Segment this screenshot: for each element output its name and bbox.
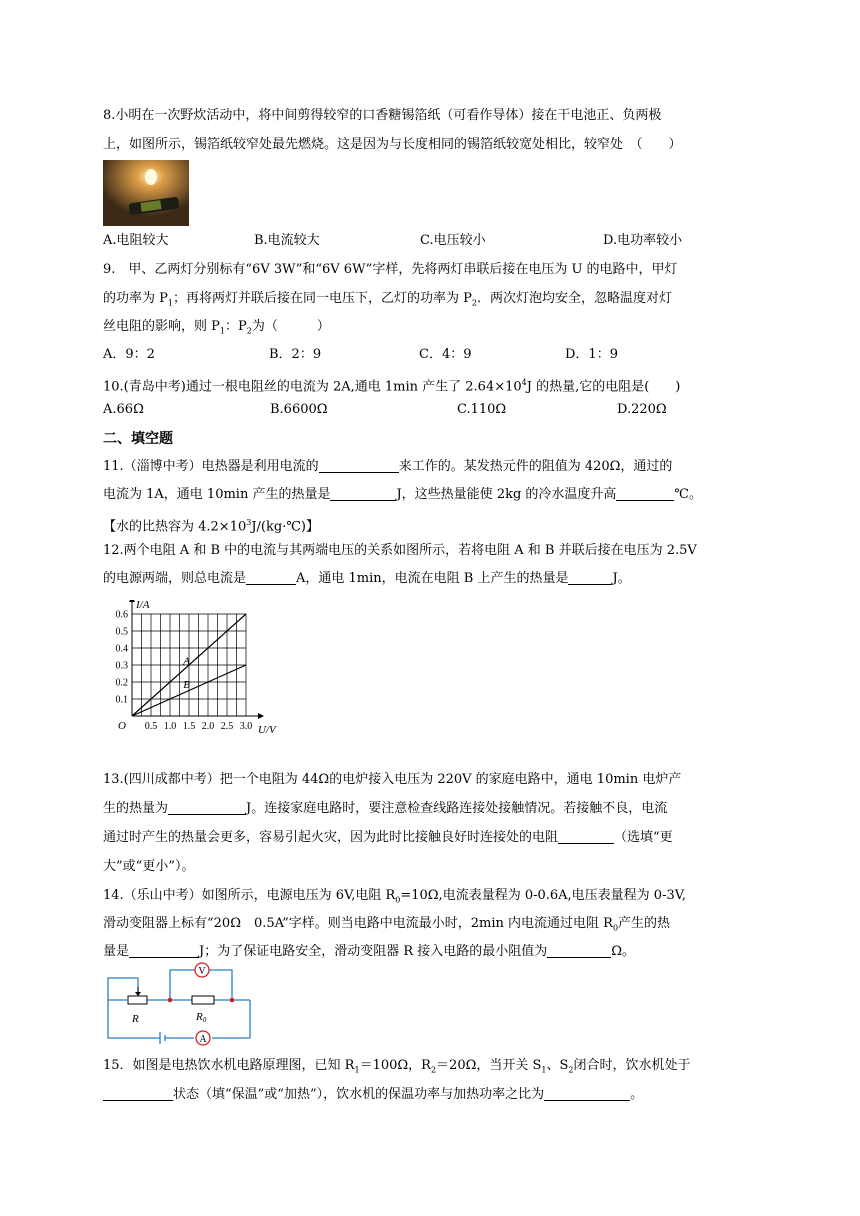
q9-option-b: B．2：9 xyxy=(269,347,322,362)
y-tick-label: 0.6 xyxy=(115,609,128,621)
q13-line-1: 13.(四川成都中考）把一个电阻为 44Ω的电炉接入电压为 220V 的家庭电路中，通电 10min 电炉产 xyxy=(103,772,682,787)
y-axis-label: I/A xyxy=(136,600,150,611)
answer-blank[interactable] xyxy=(246,570,296,585)
q12-line-2: 的电源两端，则总电流是 A，通电 1min，电流在电阻 B 上产生的热量是 J。 xyxy=(103,571,631,586)
answer-blank[interactable] xyxy=(544,1086,630,1101)
ammeter-label: A xyxy=(199,1034,207,1045)
q9-option-a: A．9：2 xyxy=(103,347,155,362)
q14-line-3: 量是 J；为了保证电路安全，滑动变阻器 R 接入电路的最小阻值为 Ω。 xyxy=(103,944,636,959)
answer-blank[interactable] xyxy=(129,943,199,958)
answer-blank[interactable] xyxy=(616,486,674,501)
q10-option-c: C.110Ω xyxy=(457,402,507,417)
q8-line-2: 上，如图所示，锡箔纸较窄处最先燃烧。这是因为与长度相同的锡箔纸较宽处相比，较窄处 （ ） xyxy=(103,137,682,152)
x-tick-label: 3.0 xyxy=(239,721,253,732)
q8-option-b: B.电流较大 xyxy=(254,233,320,248)
q13-line-2: 生的热量为 J。连接家庭电路时，要注意检查线路连接处接触情况。若接触不良，电流 xyxy=(103,801,668,816)
q9-line-2: 的功率为 $P_1$；再将两灯并联后接在同一电压下，乙灯的功率为 $P_2$．两次灯泡均安全，忽略温度对灯 xyxy=(103,291,672,308)
q10-option-a: A.66Ω xyxy=(103,402,144,417)
circuit-diagram xyxy=(100,958,260,1050)
q11-line-3: 【水的比热容为 $4.2\times 10^3J/(kg\cdot℃)$】 xyxy=(103,518,319,535)
x-axis-label: U/V xyxy=(258,724,276,736)
q9-line-1: 9. 甲、乙两灯分别标有“6V 3W”和“6V 6W”字样，先将两灯串联后接在电压为 U 的电路中，甲灯 xyxy=(103,262,678,277)
q9-option-d: D．1：9 xyxy=(565,347,618,362)
q13-line-3: 通过时产生的热量会更多，容易引起火灾，因为此时比接触良好时连接处的电阻 （选填“更 xyxy=(103,830,673,845)
answer-blank[interactable] xyxy=(547,943,611,958)
answer-blank[interactable] xyxy=(330,486,396,501)
tinfoil-battery-photo xyxy=(103,160,189,226)
section-heading-fill-in: 二、填空题 xyxy=(103,431,173,447)
q10-option-b: B.6600Ω xyxy=(270,402,328,417)
answer-blank[interactable] xyxy=(103,1086,173,1101)
y-tick-label: 0.2 xyxy=(115,677,128,689)
y-tick-label: 0.3 xyxy=(115,660,128,672)
rheostat-label: R xyxy=(132,1013,139,1025)
q10-line-1: 10.(青岛中考)通过一根电阻丝的电流为 2A,通电 1min 产生了 $2.64\times 10^4J$ 的热量,它的电阻是( ) xyxy=(103,378,681,395)
q13-line-4: 大”或“更小”）。 xyxy=(103,859,195,874)
q11-line-2: 电流为 1A，通电 10min 产生的热量是 J，这些热量能使 2kg 的冷水温度升高 ℃。 xyxy=(103,487,702,502)
y-tick-label: 0.4 xyxy=(115,643,128,655)
q14-line-1: 14.（乐山中考）如图所示，电源电压为 6V,电阻 $R_0=10\Omega$,电流表量程为 0-0.6A,电压表量程为 0-3V, xyxy=(103,888,686,905)
q9-option-c: C．4：9 xyxy=(419,347,472,362)
y-tick-label: 0.1 xyxy=(115,694,128,706)
q8-line-1: 8.小明在一次野炊活动中，将中间剪得较窄的口香糖锡箔纸（可看作导体）接在干电池正、负两极 xyxy=(103,108,662,123)
q8-option-d: D.电功率较小 xyxy=(603,233,683,248)
x-tick-label: 0.5 xyxy=(144,721,158,732)
q14-line-2: 滑动变阻器上标有“20Ω 0.5A”字样。则当电路中电流最小时，2min 内电流通过电阻 $R_0$产生的热 xyxy=(103,916,671,933)
x-tick-label: 2.5 xyxy=(220,721,234,732)
current-voltage-chart xyxy=(100,600,290,750)
answer-blank[interactable] xyxy=(319,458,399,473)
q15-line-1: 15．如图是电热饮水机电路原理图，已知 $R_1=100\Omega$，$R_2=20\Omega$，当开关 $S_1$、$S_2$闭合时，饮水机处于 xyxy=(103,1058,691,1075)
q10-option-d: D.220Ω xyxy=(617,402,667,417)
q11-line-1: 11.（淄博中考）电热器是利用电流的 来工作的。某发热元件的阻值为 420Ω，通过的 xyxy=(103,459,673,474)
q9-line-3: 丝电阻的影响，则 $P_1$：$P_2$为（ ） xyxy=(103,319,330,336)
answer-blank[interactable] xyxy=(168,800,246,815)
y-axis-arrow xyxy=(129,600,135,602)
answer-blank[interactable] xyxy=(568,570,612,585)
answer-blank[interactable] xyxy=(558,829,614,844)
x-tick-label: 2.0 xyxy=(201,721,215,732)
series-label-A: A xyxy=(183,655,190,668)
x-tick-label: 1.0 xyxy=(163,721,177,732)
q8-option-c: C.电压较小 xyxy=(420,233,486,248)
origin-label: O xyxy=(118,720,126,732)
y-tick-label: 0.5 xyxy=(115,626,128,638)
voltmeter-label: V xyxy=(198,966,206,977)
q12-line-1: 12.两个电阻 A 和 B 中的电流与其两端电压的关系如图所示，若将电阻 A 和 B 并联后接在电压为 2.5V xyxy=(103,543,697,558)
x-tick-label: 1.5 xyxy=(182,721,196,732)
q8-option-a: A.电阻较大 xyxy=(103,233,169,248)
x-axis-arrow xyxy=(258,713,264,719)
series-label-B: B xyxy=(183,679,190,692)
q15-line-2: 状态（填“保温”或“加热”），饮水机的保温功率与加热功率之比为 。 xyxy=(103,1086,643,1104)
resistor-label: R0 xyxy=(196,1011,207,1024)
